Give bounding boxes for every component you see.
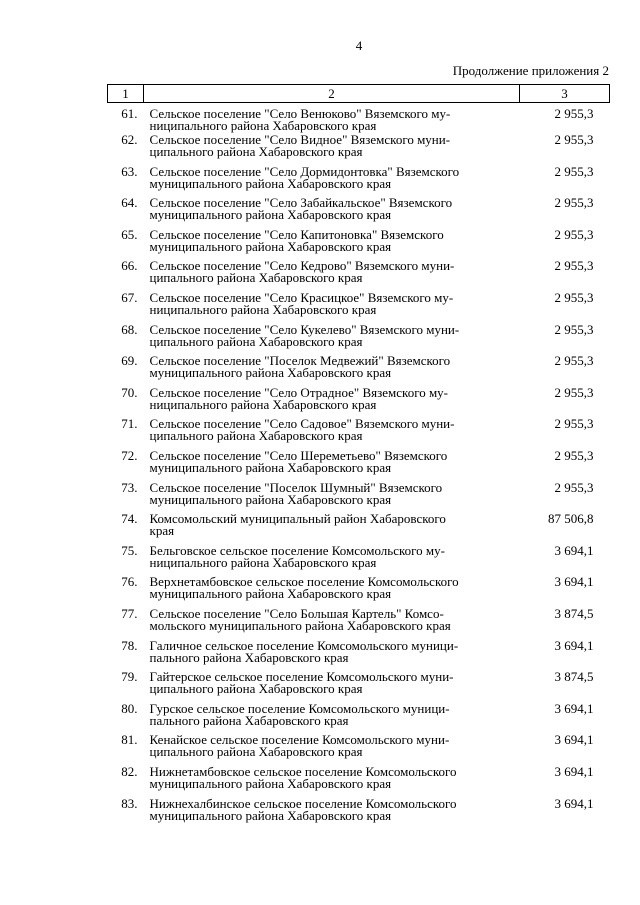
row-number: 73. xyxy=(121,479,138,495)
row-number: 83. xyxy=(121,795,138,811)
municipality-name: Сельское поселение "Село Венюково" Вяземского му- ниципального района Хабаровского края xyxy=(149,106,451,133)
amount-value: 3 694,1 xyxy=(554,637,594,653)
amount-value: 3 694,1 xyxy=(554,542,594,558)
header-col-3: 3 xyxy=(520,85,610,103)
municipality-name: Сельское поселение "Поселок Медвежий" Вяземского муниципального района Хабаровского края xyxy=(149,353,451,381)
row-number: 63. xyxy=(121,163,138,179)
amount-value: 2 955,3 xyxy=(554,479,594,495)
amount-value: 2 955,3 xyxy=(554,106,594,121)
row-number: 78. xyxy=(121,637,138,653)
row-number: 66. xyxy=(121,258,138,274)
table-row xyxy=(108,260,610,292)
table-row xyxy=(108,355,610,387)
table-row xyxy=(108,229,610,261)
row-number: 79. xyxy=(121,669,138,685)
table-row xyxy=(108,766,610,798)
amount-value: 3 874,5 xyxy=(554,669,594,685)
municipality-name: Сельское поселение "Село Видное" Вяземского муни- ципального района Хабаровского края xyxy=(149,132,451,160)
table-row xyxy=(108,324,610,356)
table-row xyxy=(108,640,610,672)
municipality-name: Сельское поселение "Село Забайкальское" Вяземского муниципального района Хабаровского края xyxy=(149,195,453,223)
municipality-name: Сельское поселение "Село Садовое" Вяземского муни- ципального района Хабаровского края xyxy=(149,416,455,444)
table-row xyxy=(108,798,610,830)
amount-value: 2 955,3 xyxy=(554,384,594,400)
table-row xyxy=(108,387,610,419)
continuation-note: Продолжение приложения 2 xyxy=(452,63,609,78)
municipality-name: Сельское поселение "Поселок Шумный" Вяземского муниципального района Хабаровского края xyxy=(149,479,443,507)
row-number: 64. xyxy=(121,195,138,211)
amount-value: 2 955,3 xyxy=(554,226,594,242)
amount-value: 2 955,3 xyxy=(554,195,594,211)
row-number: 80. xyxy=(121,700,138,716)
page-number: 4 xyxy=(355,38,363,53)
table-row xyxy=(108,450,610,482)
amount-value: 3 694,1 xyxy=(554,574,594,590)
header-col-1: 1 xyxy=(108,85,144,103)
table-row xyxy=(108,576,610,608)
municipality-name: Сельское поселение "Село Шереметьево" Вяземского муниципального района Хабаровского края xyxy=(149,448,448,476)
municipality-name: Кенайское сельское поселение Комсомольского муни- ципального района Хабаровского края xyxy=(149,732,450,760)
municipality-name: Сельское поселение "Село Кукелево" Вяземского муни- ципального района Хабаровского края xyxy=(149,321,460,349)
amount-value: 87 506,8 xyxy=(548,511,594,527)
row-number: 71. xyxy=(121,416,138,432)
row-number: 72. xyxy=(121,448,138,464)
amount-value: 2 955,3 xyxy=(554,448,594,464)
amount-value: 3 694,1 xyxy=(554,732,594,748)
municipality-name: Галичное сельское поселение Комсомольского муници- пального района Хабаровского края xyxy=(149,637,459,665)
table-row xyxy=(108,703,610,735)
municipality-name: Нижнехалбинское сельское поселение Комсомольского муниципального района Хабаровского края xyxy=(149,795,457,823)
table-row xyxy=(108,513,610,545)
row-number: 65. xyxy=(121,226,138,242)
table-row xyxy=(108,197,610,229)
municipality-name: Сельское поселение "Село Капитоновка" Вяземского муниципального района Хабаровского края xyxy=(149,226,444,254)
row-number: 75. xyxy=(121,542,138,558)
municipality-name: Сельское поселение "Село Большая Картель" Комсо- мольского муниципального района Хабаровского края xyxy=(149,606,451,633)
municipality-name: Сельское поселение "Село Дормидонтовка" Вяземского муниципального района Хабаровского края xyxy=(149,163,460,191)
table-row xyxy=(108,734,610,766)
row-number: 62. xyxy=(121,132,138,148)
row-number: 70. xyxy=(121,384,138,400)
table-body xyxy=(108,103,610,830)
row-number: 77. xyxy=(121,606,138,621)
table-row xyxy=(108,608,610,640)
table-row xyxy=(108,545,610,577)
header-col-2: 2 xyxy=(144,85,520,103)
amount-value: 2 955,3 xyxy=(554,290,594,306)
row-number: 69. xyxy=(121,353,138,369)
municipality-name: Бельговское сельское поселение Комсомольского му- ниципального района Хабаровского края xyxy=(149,542,445,570)
table-row xyxy=(108,103,610,135)
municipality-name: Гурское сельское поселение Комсомольского муници- пального района Хабаровского края xyxy=(149,700,450,728)
amount-value: 2 955,3 xyxy=(554,163,594,179)
municipality-name: Сельское поселение "Село Кедрово" Вяземского муни- ципального района Хабаровского края xyxy=(149,258,455,286)
table-row xyxy=(108,671,610,703)
amount-value: 3 874,5 xyxy=(554,606,594,621)
row-number: 81. xyxy=(121,732,138,748)
amount-value: 3 694,1 xyxy=(554,795,594,811)
amount-value: 2 955,3 xyxy=(554,353,594,369)
municipality-name: Нижнетамбовское сельское поселение Комсомольского муниципального района Хабаровского края xyxy=(149,763,457,791)
amount-value: 3 694,1 xyxy=(554,700,594,716)
table-row xyxy=(108,166,610,198)
table-row xyxy=(108,482,610,514)
table-header-row xyxy=(108,85,610,103)
amount-value: 2 955,3 xyxy=(554,258,594,274)
amount-value: 2 955,3 xyxy=(554,416,594,432)
amount-value: 2 955,3 xyxy=(554,132,594,148)
row-number: 76. xyxy=(121,574,138,590)
municipality-name: Комсомольский муниципальный район Хабаровского края xyxy=(149,511,446,539)
municipality-name: Сельское поселение "Село Красицкое" Вяземского му- ниципального района Хабаровского края xyxy=(149,290,454,318)
amount-value: 3 694,1 xyxy=(554,763,594,779)
row-number: 61. xyxy=(121,106,138,121)
municipality-name: Гайтерское сельское поселение Комсомольского муни- ципального района Хабаровского края xyxy=(149,669,454,697)
allocation-table xyxy=(107,84,610,829)
municipality-name: Сельское поселение "Село Отрадное" Вяземского му- ниципального района Хабаровского края xyxy=(149,384,449,412)
row-number: 82. xyxy=(121,763,138,779)
table-row xyxy=(108,292,610,324)
amount-value: 2 955,3 xyxy=(554,321,594,337)
table-row xyxy=(108,134,610,166)
municipality-name: Верхнетамбовское сельское поселение Комсомольского муниципального района Хабаровского края xyxy=(149,574,459,602)
table-row xyxy=(108,418,610,450)
row-number: 68. xyxy=(121,321,138,337)
row-number: 67. xyxy=(121,290,138,306)
row-number: 74. xyxy=(121,511,138,527)
